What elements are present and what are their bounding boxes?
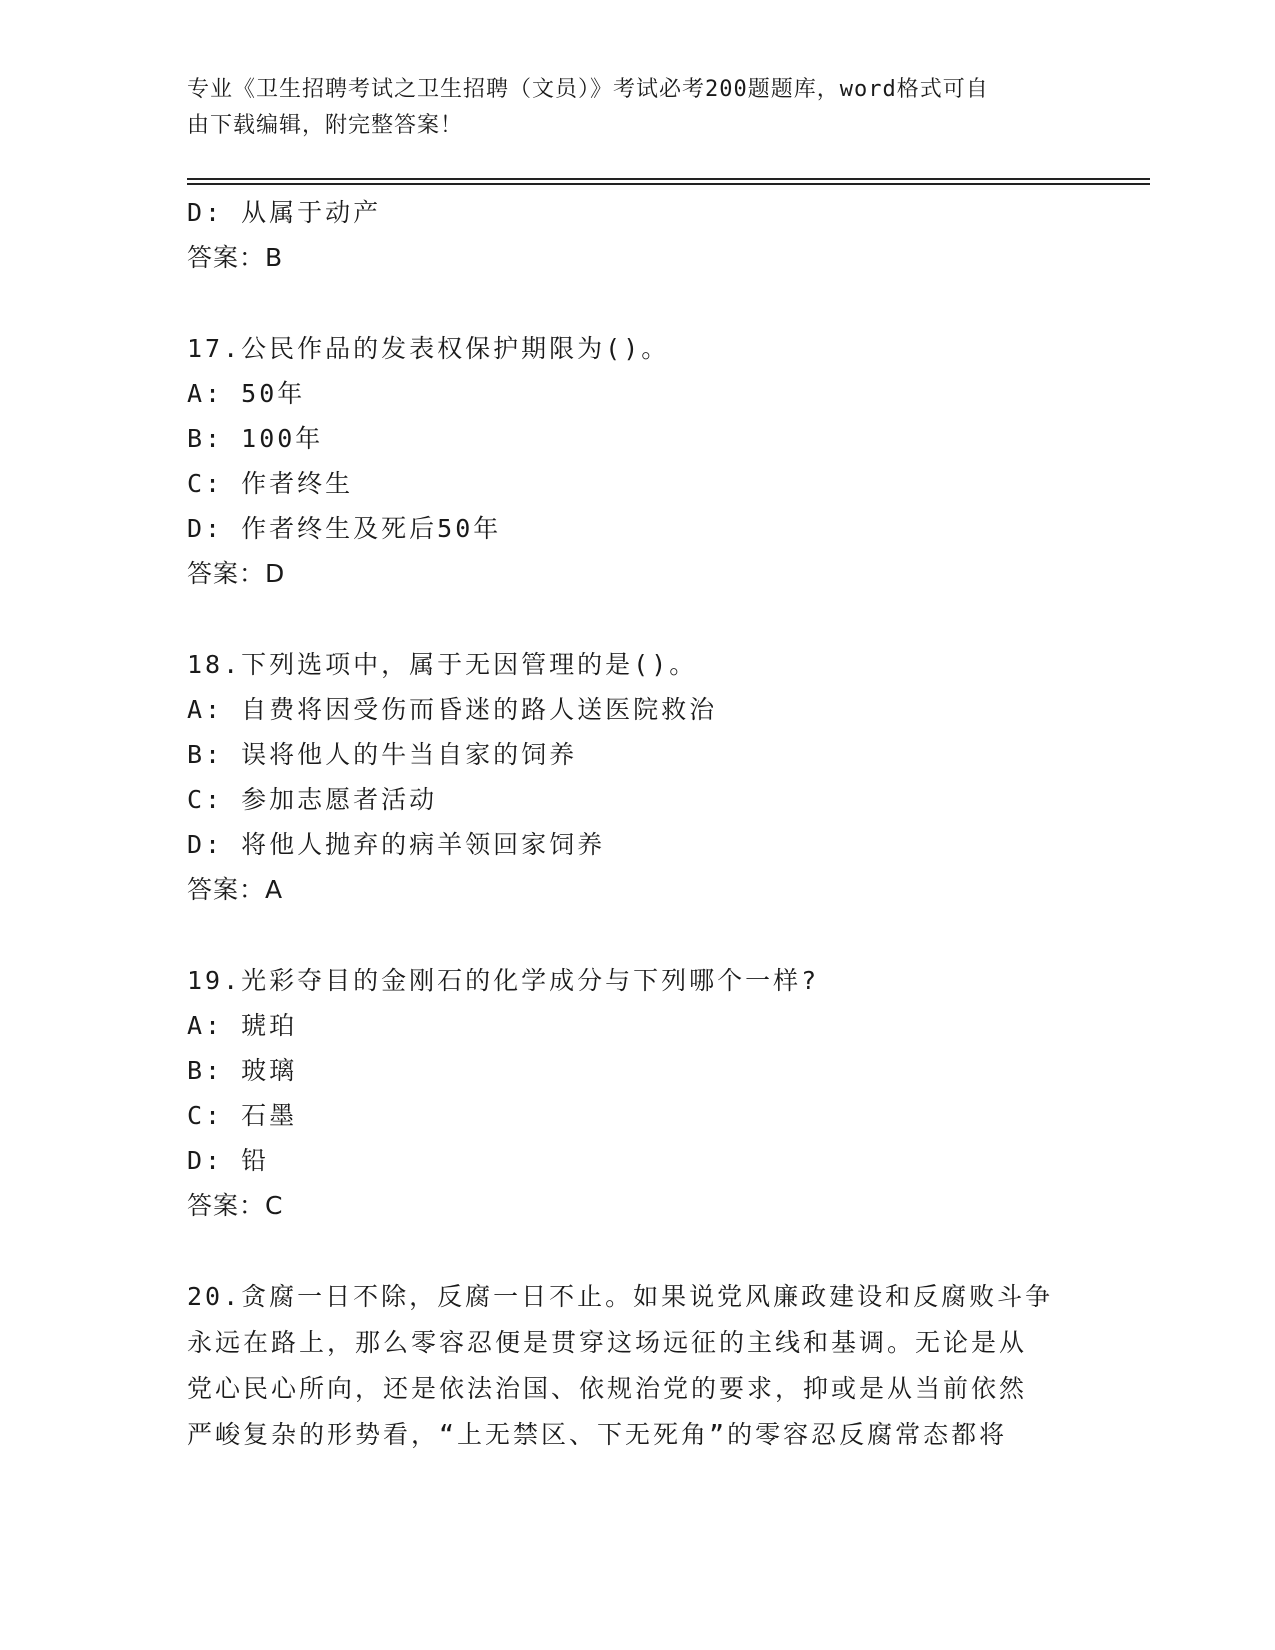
question-17 bbox=[187, 326, 1067, 596]
question-18 bbox=[187, 642, 1067, 912]
header-line-1: 专业《卫生招聘考试之卫生招聘（文员）》考试必考200题题库，word格式可自 bbox=[187, 77, 989, 102]
question-20 bbox=[187, 1274, 1067, 1458]
question-stem: 19.光彩夺目的金刚石的化学成分与下列哪个一样? bbox=[187, 966, 820, 995]
option-b: B: 100年 bbox=[187, 424, 324, 453]
question-stem-line: 永远在路上，那么零容忍便是贯穿这场远征的主线和基调。无论是从 bbox=[187, 1328, 1028, 1357]
question-19 bbox=[187, 958, 1067, 1228]
option-b: B: 误将他人的牛当自家的饲养 bbox=[187, 740, 578, 769]
option-d: D: 铅 bbox=[187, 1146, 270, 1175]
answer: 答案：C bbox=[187, 1191, 284, 1220]
option-c: C: 参加志愿者活动 bbox=[187, 785, 438, 814]
spacer bbox=[187, 1228, 1067, 1274]
option-a: A: 琥珀 bbox=[187, 1011, 298, 1040]
answer: 答案：B bbox=[187, 243, 284, 272]
spacer bbox=[187, 912, 1067, 958]
option-a: A: 50年 bbox=[187, 379, 306, 408]
option-d: D: 从属于动产 bbox=[187, 198, 382, 227]
question-stem-line: 20.贪腐一日不除，反腐一日不止。如果说党风廉政建设和反腐败斗争 bbox=[187, 1282, 1054, 1311]
option-d: D: 作者终生及死后50年 bbox=[187, 514, 502, 543]
question-16-tail bbox=[187, 190, 1067, 280]
answer: 答案：D bbox=[187, 559, 286, 588]
spacer bbox=[187, 280, 1067, 326]
header-rule-bottom bbox=[187, 183, 1150, 185]
document-body bbox=[187, 190, 1067, 1458]
option-a: A: 自费将因受伤而昏迷的路人送医院救治 bbox=[187, 695, 718, 724]
option-d: D: 将他人抛弃的病羊领回家饲养 bbox=[187, 830, 606, 859]
option-c: C: 石墨 bbox=[187, 1101, 298, 1130]
question-stem: 17.公民作品的发表权保护期限为()。 bbox=[187, 334, 670, 363]
option-c: C: 作者终生 bbox=[187, 469, 354, 498]
header-rule-top bbox=[187, 178, 1150, 180]
question-stem-line: 党心民心所向，还是依法治国、依规治党的要求，抑或是从当前依然 bbox=[187, 1374, 1028, 1403]
answer: 答案：A bbox=[187, 875, 284, 904]
header-line-2: 由下载编辑，附完整答案！ bbox=[187, 113, 464, 138]
question-stem-line: 严峻复杂的形势看，“上无禁区、下无死角”的零容忍反腐常态都将 bbox=[187, 1420, 1008, 1449]
option-b: B: 玻璃 bbox=[187, 1056, 298, 1085]
spacer bbox=[187, 596, 1067, 642]
question-stem: 18.下列选项中，属于无因管理的是()。 bbox=[187, 650, 698, 679]
document-header bbox=[187, 72, 1067, 144]
